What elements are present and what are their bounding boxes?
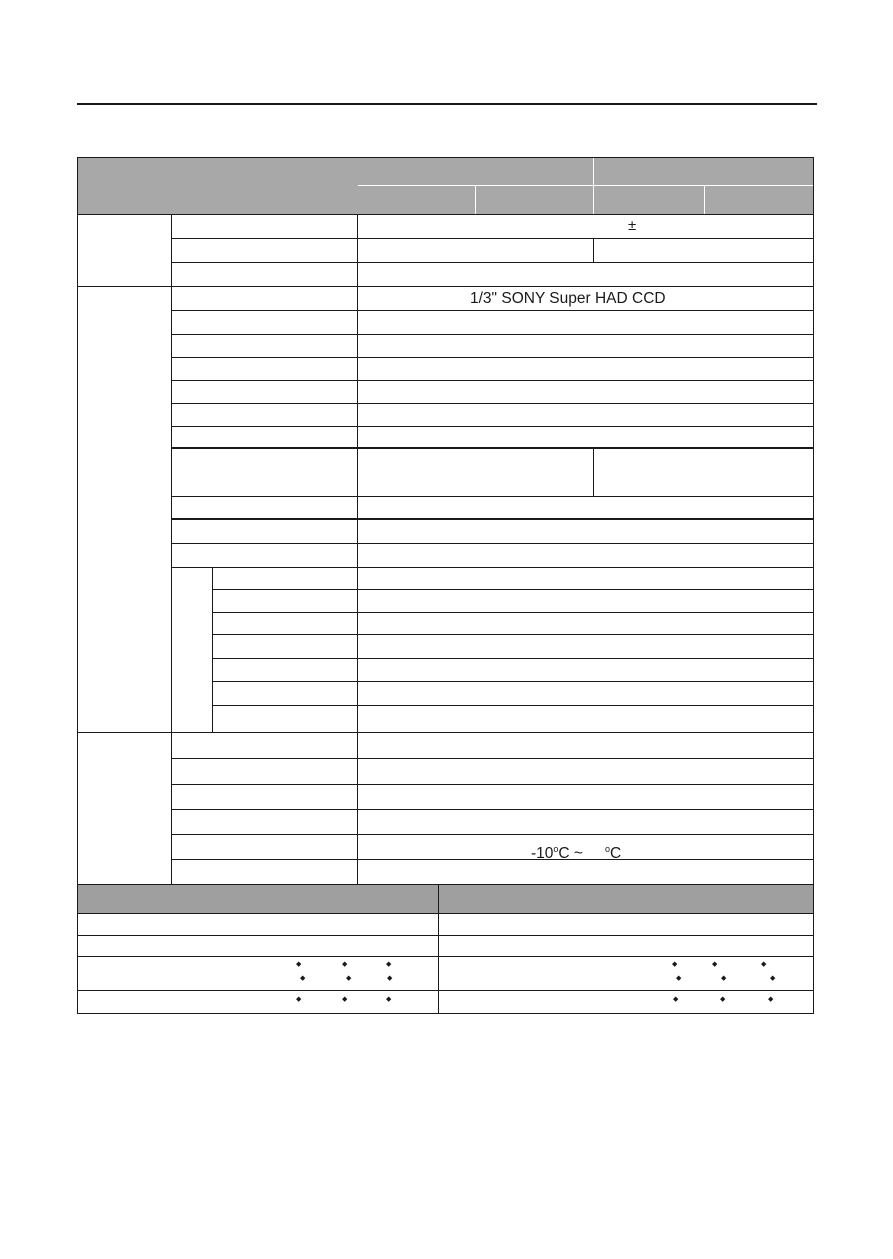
lower-header-left (78, 885, 438, 913)
sensor-spec: 1/3" SONY Super HAD CCD (470, 290, 666, 307)
diamond-icon: ◆ (770, 975, 776, 982)
lower-header-right (439, 885, 813, 913)
diamond-icon: ◆ (672, 961, 678, 968)
operating-temperature: -10$^o$C ~ $^o$C (531, 844, 622, 862)
diamond-icon: ◆ (300, 975, 306, 982)
plus-minus-symbol: ± (628, 217, 637, 234)
diamond-icon: ◆ (768, 996, 774, 1003)
diamond-icon: ◆ (296, 961, 302, 968)
diamond-icon: ◆ (296, 996, 302, 1003)
diamond-icon: ◆ (342, 961, 348, 968)
top-rule (77, 103, 817, 105)
diamond-icon: ◆ (712, 961, 718, 968)
diamond-icon: ◆ (721, 975, 727, 982)
diamond-icon: ◆ (387, 975, 393, 982)
diamond-icon: ◆ (346, 975, 352, 982)
diamond-icon: ◆ (676, 975, 682, 982)
diamond-icon: ◆ (386, 961, 392, 968)
diamond-icon: ◆ (761, 961, 767, 968)
diamond-icon: ◆ (342, 996, 348, 1003)
diamond-icon: ◆ (720, 996, 726, 1003)
diamond-icon: ◆ (386, 996, 392, 1003)
diamond-icon: ◆ (673, 996, 679, 1003)
